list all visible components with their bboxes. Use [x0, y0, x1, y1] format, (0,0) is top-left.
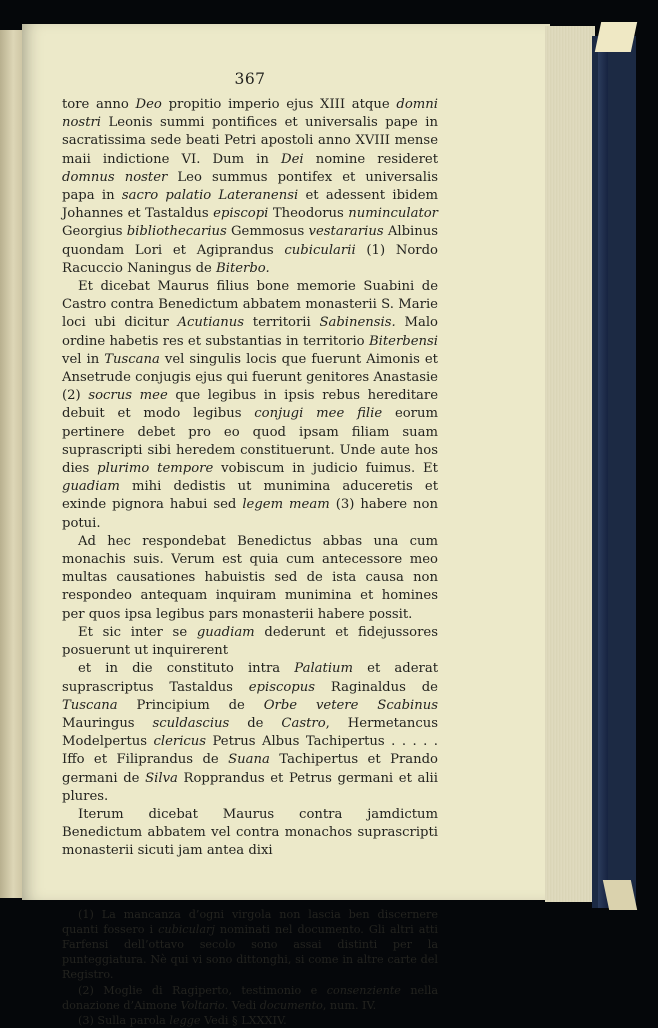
left-page-edge: [0, 30, 22, 898]
paragraph-1: tore anno Deo propitio imperio ejus XIII atque domni nostri Leonis summi pontifices et universalis pape in sacratissima sede beati Petri apostoli anno XVIII mense maii indictione VI. Dum in Dei nomine resideret domnus noster Leo summus pontifex et universalis papa in sacro palatio Lateranensi et adessent ibidem Johannes et Tastaldus episcopi Theodorus numinculator Georgius bibliothecarius Gemmosus vestararius Albinus quondam Lori et Agiprandus cubicularii (1) Nordo Racuccio Naningus de Biterbo.: [62, 97, 439, 276]
page-block-edges: [545, 26, 595, 902]
paragraph-4: Et sic inter se guadiam dederunt et fidejussores posuerunt ut inquirerent: [62, 624, 438, 659]
footnote-2: (2) Moglie di Ragiperto, testimonio e consenziente nella donazione d’Aimone Voltario. Vedi documento, num. IV.: [62, 983, 438, 1012]
paragraph-3: Ad hec respondebat Benedictus abbas una cum monachis suis. Verum est quia cum antecessore meo multas causationes habuistis sed de ista causa non respondeo antequam inquiram munimina et homines per quos ipsa legibus pars monasterii habere possit.: [62, 533, 438, 622]
main-text: [62, 96, 438, 861]
paragraph-2: Et dicebat Maurus filius bone memorie Suabini de Castro contra Benedictum abbatem monasterii S. Marie loci ubi dicitur Acutianus territorii Sabinensis. Malo ordine habetis res et substantias in territorio Biterbensi vel in Tuscana vel singulis locis que fuerunt Aimonis et Ansetrude conjugis ejus qui fuerunt genitores Anastasie (2) socrus mee que legibus in ipsis rebus hereditare debuit et modo legibus conjugi mee filie eorum pertinere debet pro eo quod ipsam filiam suam suprascripti sibi heredem constituerunt. Unde aute hos dies plurimo tempore vobiscum in judicio fuimus. Et guadiam mihi dedistis ut munimina aduceretis et exinde pignora habui sed legem meam (3) habere non potui.: [62, 279, 439, 531]
paragraph-5: et in die constituto intra Palatium et aderat suprascriptus Tastaldus episcopus Raginaldus de Tuscana Principium de Orbe vetere Scabinus Mauringus sculdascius de Castro, Hermetancus Modelpertus clericus Petrus Albus Tachipertus . . . . . Iffo et Filiprandus de Suana Tachipertus et Prando germani de Silva Ropprandus et Petrus germani et alii plures.: [62, 661, 439, 804]
footnote-1: (1) La mancanza d’ogni virgola non lascia ben discernere quanti fossero i cubicularj nominati nel documento. Gli altri atti Farfensi dell’ottavo secolo sono assai distinti per la punteggiatura. Nè qui vi sono dittonghi, si come in altre carte del Registro.: [62, 907, 438, 982]
cover-corner-top: [595, 22, 637, 52]
page-number: 367: [234, 70, 266, 88]
footnote-3: (3) Sulla parola legge Vedi § LXXXIV.: [78, 1013, 287, 1027]
footnotes: [62, 907, 438, 1028]
page-text-block: [62, 70, 438, 1028]
paragraph-6: Iterum dicebat Maurus contra jamdictum Benedictum abbatem vel contra monachos suprascripti monasterii sicuti jam antea dixi: [62, 806, 438, 859]
cover-spine-band: [598, 36, 608, 908]
